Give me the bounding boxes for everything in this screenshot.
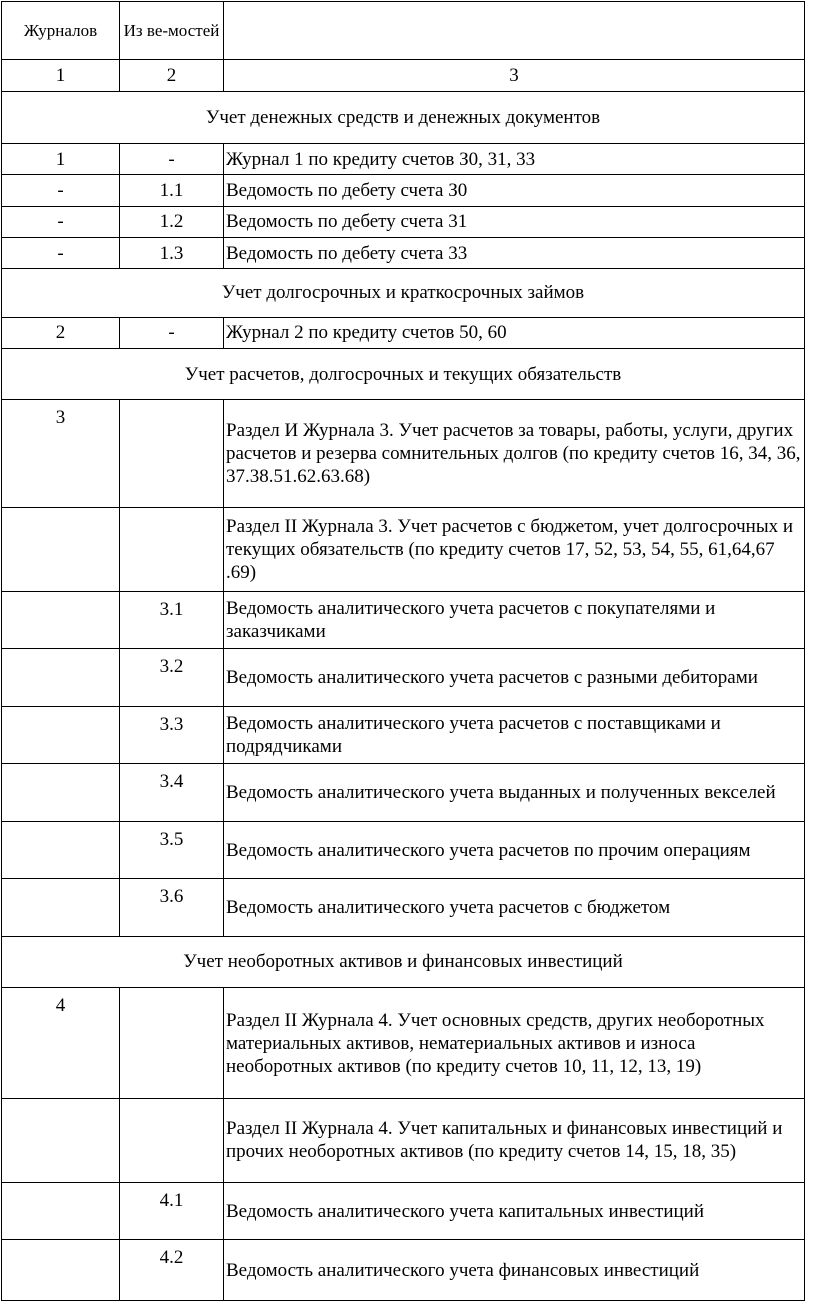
cell-c1 — [2, 1240, 120, 1301]
cell-c3: Раздел И Журнала 3. Учет расчетов за товары, работы, услуги, других расчетов и резерва сомнительных долгов (по кредиту счетов 16, 34, 36, 37.38.51.62.63.68) — [224, 400, 805, 508]
cell-c3: Раздел II Журнала 3. Учет расчетов с бюджетом, учет долгосрочных и текущих обязательств (по кредиту счетов 17, 52, 53, 54, 55, 61,64,67 .69) — [224, 508, 805, 592]
table-row — [2, 591, 805, 648]
column-number-1: 1 — [2, 60, 120, 91]
cell-c1: 1 — [2, 144, 120, 175]
cell-c1: - — [2, 175, 120, 206]
table-row — [2, 144, 805, 175]
table-row — [2, 1099, 805, 1183]
journals-table — [1, 1, 805, 1301]
cell-c3: Ведомость аналитического учета финансовых инвестиций — [224, 1240, 805, 1301]
section-row — [2, 269, 805, 317]
header-row — [2, 2, 805, 60]
table-row — [2, 1182, 805, 1239]
cell-c1: 2 — [2, 317, 120, 348]
cell-c1 — [2, 879, 120, 936]
cell-c3: Ведомость по дебету счета З0 — [224, 175, 805, 206]
cell-c1: 3 — [2, 400, 120, 508]
section-row — [2, 91, 805, 143]
cell-c3: Ведомость аналитического учета выданных и полученных векселей — [224, 764, 805, 821]
cell-c3: Ведомость аналитического учета расчетов с разными дебиторами — [224, 649, 805, 706]
cell-c2: 1.3 — [120, 237, 224, 268]
column-number-row — [2, 60, 805, 91]
cell-c1 — [2, 649, 120, 706]
section-title: Учет долгосрочных и краткосрочных займов — [2, 269, 805, 317]
cell-c1: 4 — [2, 988, 120, 1099]
table-row — [2, 206, 805, 237]
cell-c1 — [2, 1182, 120, 1239]
cell-c3: Ведомость по дебету счета 31 — [224, 206, 805, 237]
table-row — [2, 879, 805, 936]
section-row — [2, 936, 805, 987]
cell-c2: - — [120, 317, 224, 348]
section-title: Учет необоротных активов и финансовых инвестиций — [2, 936, 805, 987]
cell-c2: 3.1 — [120, 591, 224, 648]
cell-c3: Ведомость аналитического учета расчетов с покупателями и заказчиками — [224, 591, 805, 648]
table-row — [2, 508, 805, 592]
header-col2: Из ве-мостей — [120, 2, 224, 60]
cell-c1 — [2, 591, 120, 648]
column-number-3: 3 — [224, 60, 805, 91]
table-row — [2, 821, 805, 878]
cell-c2 — [120, 400, 224, 508]
section-title: Учет денежных средств и денежных документов — [2, 91, 805, 143]
cell-c2: 3.3 — [120, 706, 224, 763]
table-row — [2, 706, 805, 763]
cell-c1 — [2, 1099, 120, 1183]
section-title: Учет расчетов, долгосрочных и текущих обязательств — [2, 348, 805, 399]
cell-c2: 1.1 — [120, 175, 224, 206]
table-row — [2, 1240, 805, 1301]
cell-c3: Раздел II Журнала 4. Учет основных средств, других необоротных материальных активов, нематериальных активов и износа необоротных активов (по кредиту счетов 10, 11, 12, 13, 19) — [224, 988, 805, 1099]
cell-c3: Ведомость аналитического учета расчетов с бюджетом — [224, 879, 805, 936]
header-col3 — [224, 2, 805, 60]
cell-c2: 3.5 — [120, 821, 224, 878]
cell-c2: 1.2 — [120, 206, 224, 237]
table-row — [2, 649, 805, 706]
cell-c1: - — [2, 237, 120, 268]
table-row — [2, 175, 805, 206]
cell-c2: 4.1 — [120, 1182, 224, 1239]
cell-c3: Ведомость аналитического учета капитальных инвестиций — [224, 1182, 805, 1239]
cell-c2 — [120, 508, 224, 592]
cell-c2: 3.6 — [120, 879, 224, 936]
cell-c3: Ведомость аналитического учета расчетов с поставщиками и подрядчиками — [224, 706, 805, 763]
column-number-2: 2 — [120, 60, 224, 91]
table-row — [2, 988, 805, 1099]
cell-c3: Ведомость аналитического учета расчетов по прочим операциям — [224, 821, 805, 878]
section-row — [2, 348, 805, 399]
cell-c1 — [2, 508, 120, 592]
cell-c1 — [2, 764, 120, 821]
cell-c2: 3.4 — [120, 764, 224, 821]
cell-c1 — [2, 706, 120, 763]
cell-c1 — [2, 821, 120, 878]
cell-c2: - — [120, 144, 224, 175]
cell-c3: Журнал 2 по кредиту счетов 50, 60 — [224, 317, 805, 348]
cell-c3: Ведомость по дебету счета 33 — [224, 237, 805, 268]
cell-c2: 4.2 — [120, 1240, 224, 1301]
cell-c1: - — [2, 206, 120, 237]
cell-c2: 3.2 — [120, 649, 224, 706]
cell-c3: Журнал 1 по кредиту счетов З0, 31, 33 — [224, 144, 805, 175]
table-row — [2, 400, 805, 508]
table-row — [2, 317, 805, 348]
cell-c2 — [120, 1099, 224, 1183]
table-row — [2, 237, 805, 268]
header-col1: Журналов — [2, 2, 120, 60]
table-row — [2, 764, 805, 821]
cell-c3: Раздел II Журнала 4. Учет капитальных и финансовых инвестиций и прочих необоротных активов (по кредиту счетов 14, 15, 18, 35) — [224, 1099, 805, 1183]
cell-c2 — [120, 988, 224, 1099]
